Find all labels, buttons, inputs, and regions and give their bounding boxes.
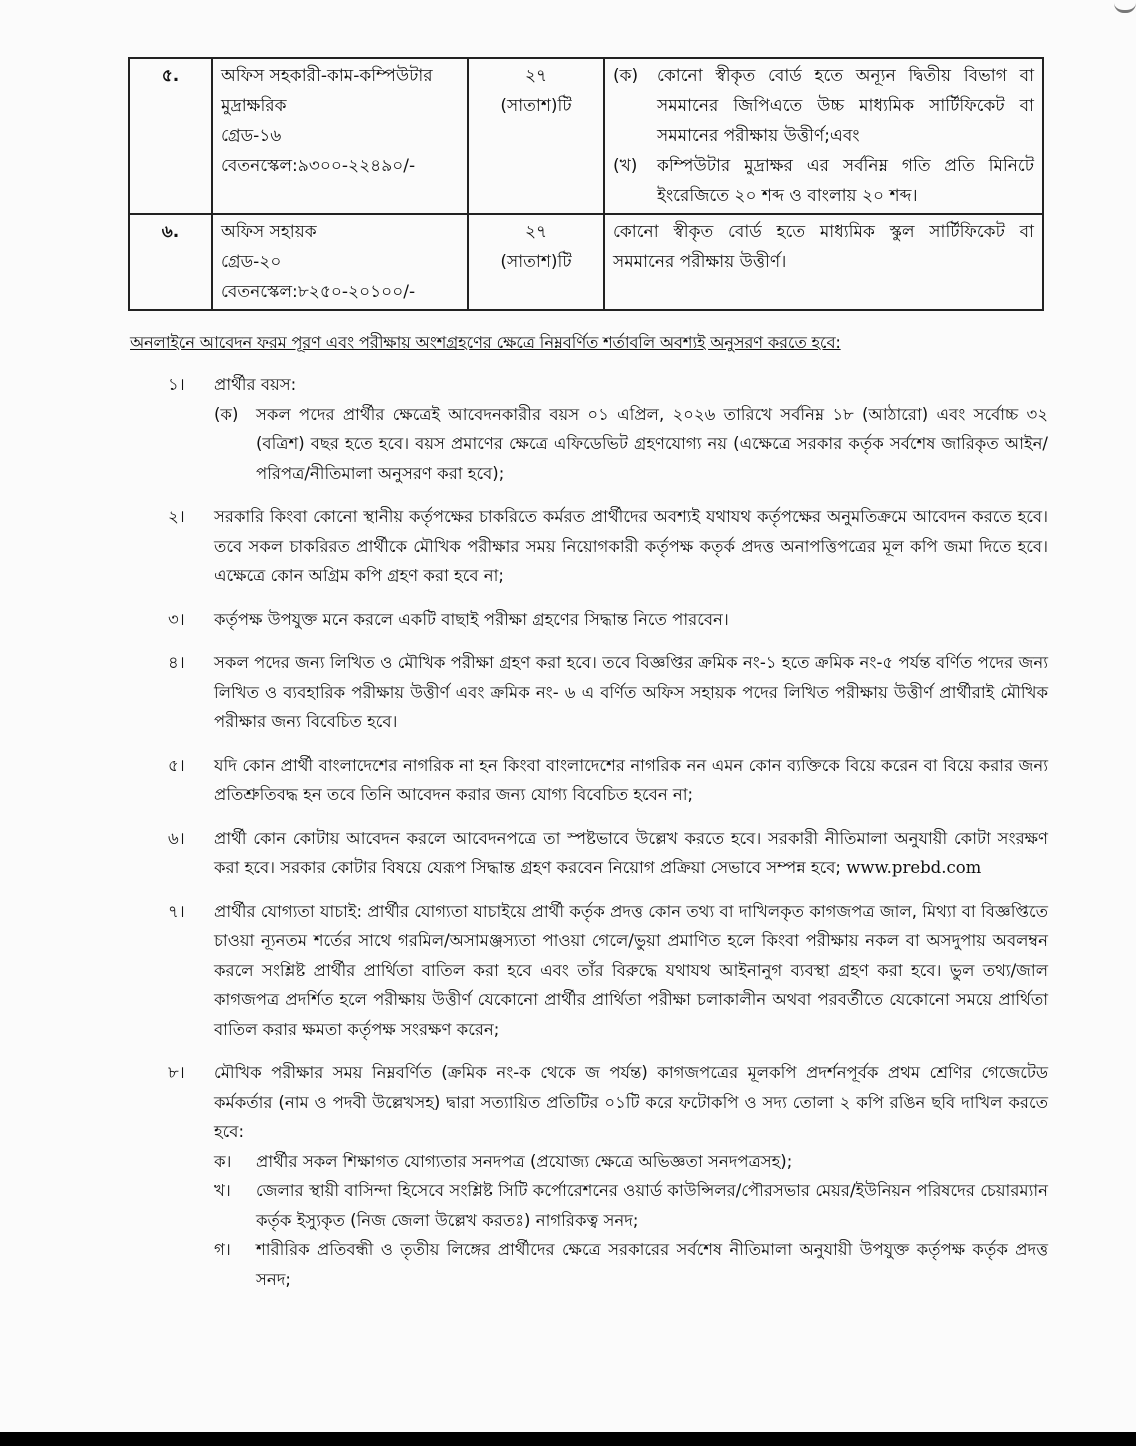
post-count-words: (সাতাশ)টি	[500, 252, 572, 272]
post-pay-scale: বেতনস্কেল:৮২৫০-২০১০০/-	[221, 282, 416, 302]
qualification-cell	[604, 214, 1043, 310]
count-cell	[468, 214, 604, 310]
post-pay-scale: বেতনস্কেল:৯৩০০-২২৪৯০/-	[221, 156, 416, 176]
serial-cell: ৬.	[129, 214, 212, 310]
condition-text: প্রার্থী কোন কোটায় আবেদন করলে আবেদনপত্রে তা স্পষ্টভাবে উল্লেখ করতে হবে। সরকারী নীতিমালা অনুযায়ী কোটা সংরক্ষণ করা হবে। সরকার কোটার বিষয়ে যেরূপ সিদ্ধান্ত গ্রহণ করবেন নিয়োগ প্রক্রিয়া সেভাবে সম্পন্ন হবে;	[214, 828, 1048, 877]
conditions-heading: অনলাইনে আবেদন ফরম পূরণ এবং পরীক্ষায় অংশগ্রহণের ক্ষেত্রে নিম্নবর্ণিত শর্তাবলি অবশ্যই অনুসরণ করতে হবে:	[130, 333, 841, 352]
condition-number: ৬।	[168, 828, 185, 848]
condition-number: ২।	[168, 507, 185, 526]
count-cell	[468, 58, 604, 214]
document-item	[214, 1147, 1048, 1177]
post-cell	[212, 58, 468, 214]
condition-text: কর্তৃপক্ষ উপযুক্ত মনে করলে একটি বাছাই পরীক্ষা গ্রহণের সিদ্ধান্ত নিতে পারবেন।	[214, 609, 729, 629]
post-count: ২৭	[524, 222, 548, 242]
condition-number: ৭।	[168, 901, 185, 921]
condition-number: ৩।	[168, 609, 185, 629]
document-item-mark: গ।	[214, 1240, 231, 1259]
qualification-item	[613, 61, 1034, 151]
document-item-mark: খ।	[214, 1181, 231, 1200]
qualification-text: কোনো স্বীকৃত বোর্ড হতে অন্যূন দ্বিতীয় বিভাগ বা সমমানের জিপিএতে উচ্চ মাধ্যমিক সার্টিফিকেট বা সমমানের পরীক্ষায় উত্তীর্ণ;এবং	[657, 66, 1034, 146]
post-count-words: (সাতাশ)টি	[500, 96, 572, 116]
condition-number: ৪।	[168, 653, 185, 672]
website-link[interactable]: www.prebd.com	[846, 858, 982, 877]
post-count: ২৭	[524, 66, 548, 86]
condition-text: সরকারি কিংবা কোনো স্থানীয় কর্তৃপক্ষের চাকরিতে কর্মরত প্রার্থীদের অবশ্যই যথাযথ কর্তৃপক্ষের অনুমতিক্রমে আবেদন করতে হবে। তবে সকল চাকরিরত প্রার্থীকে মৌখিক পরীক্ষার সময় নিয়োগকারী কর্তৃপক্ষ কতৃর্ক প্রদত্ত অনাপত্তিপত্রের মূল কপি জমা দিতে হবে। এক্ষেত্রে কোন অগ্রিম কপি গ্রহণ করা হবে না;	[214, 507, 1048, 585]
document-item-mark: ক।	[214, 1151, 232, 1171]
document-item-text: প্রার্থীর সকল শিক্ষাগত যোগ্যতার সনদপত্র (প্রযোজ্য ক্ষেত্রে অভিজ্ঞতা সনদপত্রসহ);	[256, 1151, 793, 1171]
condition-number: ৫।	[168, 755, 185, 775]
table-row	[129, 58, 1043, 214]
condition-item	[168, 648, 1048, 737]
condition-item	[168, 605, 1048, 635]
document-item	[214, 1176, 1048, 1235]
condition-sub-item	[214, 400, 1048, 489]
qualification-mark: (খ)	[613, 156, 638, 176]
table-row	[129, 214, 1043, 310]
condition-item	[168, 1058, 1048, 1294]
bottom-black-bar	[0, 1432, 1136, 1446]
condition-item	[168, 751, 1048, 810]
qualification-text: কম্পিউটার মুদ্রাক্ষর এর সর্বনিম্ন গতি প্রতি মিনিটে ইংরেজিতে ২০ শব্দ ও বাংলায় ২০ শব্দ।	[657, 156, 1034, 206]
document-item-text: শারীরিক প্রতিবন্ধী ও তৃতীয় লিঙ্গের প্রার্থীদের ক্ষেত্রে সরকারের সর্বশেষ নীতিমালা অনুযায়ী উপযুক্ত কর্তৃপক্ষ কর্তৃক প্রদত্ত সনদ;	[256, 1240, 1048, 1289]
condition-item	[168, 897, 1048, 1045]
document-item-text: জেলার স্থায়ী বাসিন্দা হিসেবে সংশ্লিষ্ট সিটি কর্পোরেশনের ওয়ার্ড কাউন্সিলর/পৌরসভার মেয়র/ইউনিয়ন পরিষদের চেয়ারম্যান কর্তৃক ইস্যুকৃত (নিজ জেলা উল্লেখ করতঃ) নাগরিকত্ব সনদ;	[256, 1181, 1048, 1230]
qualification-text: কোনো স্বীকৃত বোর্ড হতে মাধ্যমিক স্কুল সার্টিফিকেট বা সমমানের পরীক্ষায় উত্তীর্ণ।	[613, 222, 1034, 272]
condition-item	[168, 370, 1048, 488]
condition-number: ১।	[168, 375, 185, 394]
post-grade: গ্রেড-১৬	[221, 126, 282, 146]
condition-item	[168, 502, 1048, 591]
page-corner-mark	[1114, 0, 1136, 13]
qualification-item	[613, 151, 1034, 211]
condition-text: সকল পদের জন্য লিখিত ও মৌখিক পরীক্ষা গ্রহণ করা হবে। তবে বিজ্ঞপ্তির ক্রমিক নং-১ হতে ক্রমিক নং-৫ পর্যন্ত বর্ণিত পদের জন্য লিখিত ও ব্যবহারিক পরীক্ষায় উত্তীর্ণ এবং ক্রমিক নং- ৬ এ বর্ণিত অফিস সহায়ক পদের লিখিত পরীক্ষায় উত্তীর্ণ প্রার্থীরাই মৌখিক পরীক্ষার জন্য বিবেচিত হবে।	[214, 653, 1048, 731]
condition-text: মৌখিক পরীক্ষার সময় নিম্নবর্ণিত (ক্রমিক নং-ক থেকে জ পর্যন্ত) কাগজপত্রের মূলকপি প্রদর্শনপূর্বক প্রথম শ্রেণির গেজেটেড কর্মকর্তার (নাম ও পদবী উল্লেখসহ) দ্বারা সত্যায়িত প্রতিটির ০১টি করে ফটোকপি ও সদ্য তোলা ২ কপি রঙিন ছবি দাখিল করতে হবে:	[214, 1063, 1048, 1141]
conditions-list	[168, 370, 1048, 1308]
serial-cell: ৫.	[129, 58, 212, 214]
condition-title: প্রার্থীর বয়স:	[214, 375, 297, 394]
sub-item-text: সকল পদের প্রার্থীর ক্ষেত্রেই আবেদনকারীর বয়স ০১ এপ্রিল, ২০২৬ তারিখে সর্বনিম্ন ১৮ (আঠারো) এবং সর্বোচ্চ ৩২ (বত্রিশ) বছর হতে হবে। বয়স প্রমাণের ক্ষেত্রে এফিডেভিট গ্রহণযোগ্য নয় (এক্ষেত্রে সরকার কর্তৃক সর্বশেষ জারিকৃত আইন/ পরিপত্র/নীতিমালা অনুসরণ করা হবে);	[256, 404, 1048, 483]
post-name: অফিস সহকারী-কাম-কম্পিউটার মুদ্রাক্ষরিক	[221, 66, 433, 116]
post-cell	[212, 214, 468, 310]
condition-item	[168, 824, 1048, 883]
qualification-mark: (ক)	[613, 66, 639, 86]
condition-text: যদি কোন প্রার্থী বাংলাদেশের নাগরিক না হন কিংবা বাংলাদেশের নাগরিক নন এমন কোন ব্যক্তিকে বিয়ে করেন বা বিয়ে করার জন্য প্রতিশ্রুতিবদ্ধ হন তবে তিনি আবেদন করার জন্য যোগ্য বিবেচিত হবেন না;	[214, 755, 1048, 804]
post-grade: গ্রেড-২০	[221, 252, 282, 272]
condition-text: প্রার্থীর যোগ্যতা যাচাই: প্রার্থীর যোগ্যতা যাচাইয়ে প্রার্থী কর্তৃক প্রদত্ত কোন তথ্য বা দাখিলকৃত কাগজপত্র জাল, মিথ্যা বা বিজ্ঞপ্তিতে চাওয়া ন্যূনতম শর্তের সাথে গরমিল/অসামঞ্জস্যতা পাওয়া গেলে/ভুয়া প্রমাণিত হলে কিংবা পরীক্ষায় নকল বা অসদুপায় অবলম্বন করলে সংশ্লিষ্ট প্রার্থীর প্রার্থিতা বাতিল করা হবে এবং তাঁর বিরুদ্ধে যথাযথ আইনানুগ ব্যবস্থা গ্রহণ করা হবে। ভুল তথ্য/জাল কাগজপত্র প্রদর্শিত হলে পরীক্ষায় উত্তীর্ণ যেকোনো প্রার্থীর প্রার্থিতা পরীক্ষা চলাকালীন অথবা পরবর্তীতে যেকোনো সময়ে প্রার্থিতা বাতিল করার ক্ষমতা কর্তৃপক্ষ সংরক্ষণ করেন;	[214, 901, 1048, 1039]
post-name: অফিস সহায়ক	[221, 222, 317, 242]
document-item	[214, 1235, 1048, 1294]
posts-table	[128, 57, 1044, 311]
sub-item-mark: (ক)	[214, 404, 239, 424]
condition-number: ৮।	[168, 1063, 185, 1082]
qualification-cell	[604, 58, 1043, 214]
